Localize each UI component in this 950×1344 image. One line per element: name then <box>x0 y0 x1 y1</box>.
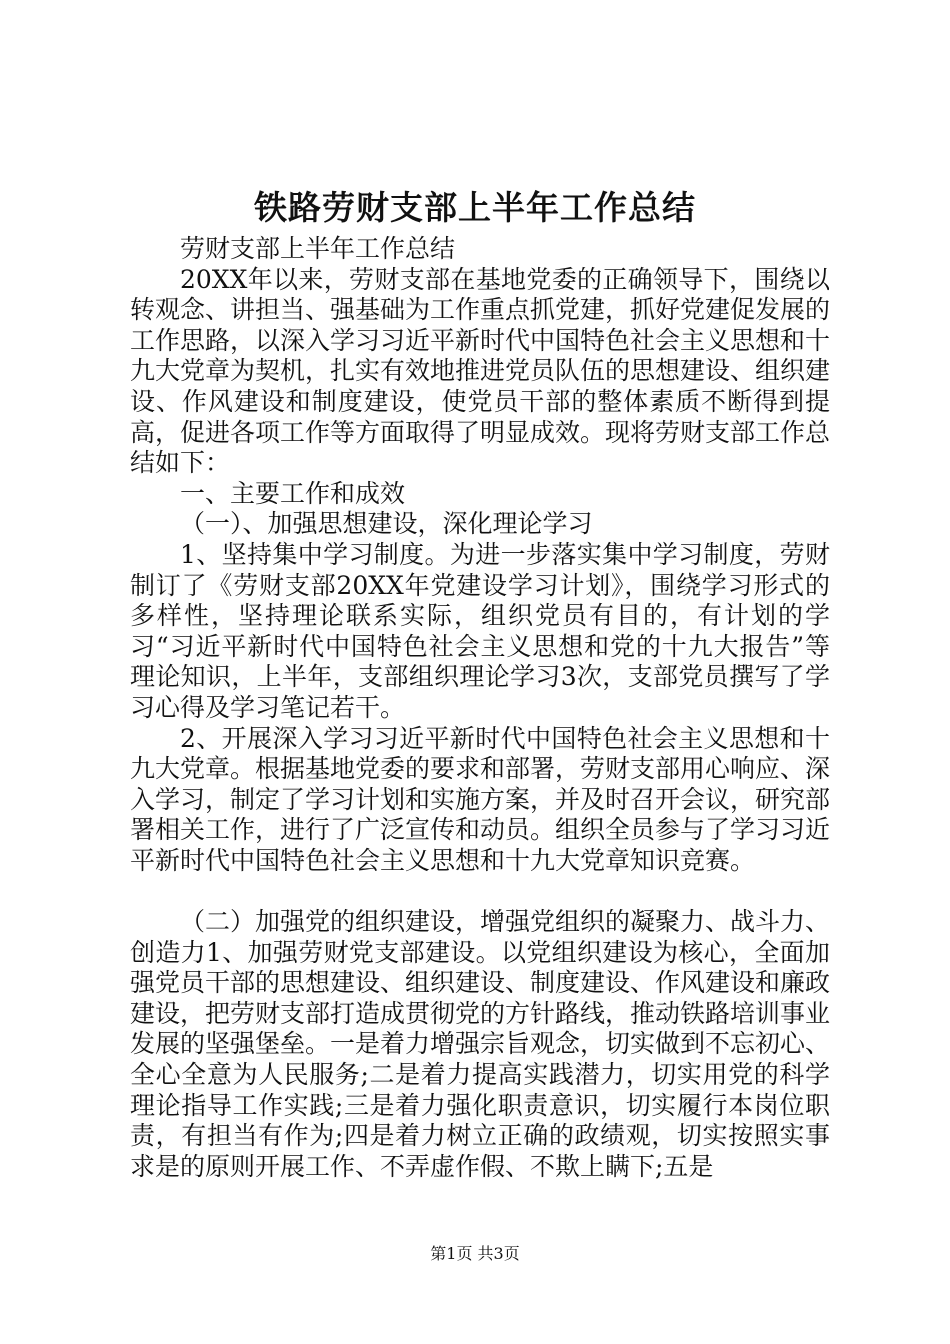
paragraph-intro: 20XX年以来，劳财支部在基地党委的正确领导下，围绕以转观念、讲担当、强基础为工作重点抓党建，抓好党建促发展的工作思路，以深入学习习近平新时代中国特色社会主义思想和十九大党章为契机，扎实有效地推进党员队伍的思想建设、组织建设、作风建设和制度建设，使党员干部的整体素质不断得到提高，促进各项工作等方面取得了明显成效。现将劳财支部工作总结如下： <box>130 264 831 478</box>
page-number-footer: 第1页 共3页 <box>430 1244 520 1263</box>
section-heading-main-work: 一、主要工作和成效 <box>180 478 406 508</box>
subsection-heading-ideology: （一）、加强思想建设，深化理论学习 <box>180 509 593 539</box>
paragraph-organization: （二）加强党的组织建设，增强党组织的凝聚力、战斗力、创造力1、加强劳财党支部建设。以党组织建设为核心，全面加强党员干部的思想建设、组织建设、制度建设、作风建设和廉政建设，把劳财支部打造成贯彻党的方针路线，推动铁路培训事业发展的坚强堡垒。一是着力增强宗旨观念，切实做到不忘初心、全心全意为人民服务;二是着力提高实践潜力，切实用党的科学理论指导工作实践;三是着力强化职责意识，切实履行本岗位职责，有担当有作为;四是着力树立正确的政绩观，切实按照实事求是的原则开展工作、不弄虚作假、不欺上瞒下;五是 <box>130 907 831 1181</box>
paragraph-subtitle: 劳财支部上半年工作总结 <box>180 234 456 263</box>
paragraph-item-2: 2、开展深入学习习近平新时代中国特色社会主义思想和十九大党章。根据基地党委的要求和部署，劳财支部用心响应、深入学习，制定了学习计划和实施方案，并及时召开会议，研究部署相关工作，进行了广泛宣传和动员。组织全员参与了学习习近平新时代中国特色社会主义思想和十九大党章知识竞赛。 <box>130 723 831 875</box>
document-body <box>130 234 830 1182</box>
document-title: 铁路劳财支部上半年工作总结 <box>254 188 696 227</box>
paragraph-item-1: 1、坚持集中学习制度。为进一步落实集中学习制度，劳财制订了《劳财支部20XX年党建设学习计划》，围绕学习形式的多样性，坚持理论联系实际，组织党员有目的，有计划的学习“习近平新时代中国特色社会主义思想和党的十九大报告”等理论知识，上半年，支部组织理论学习3次，支部党员撰写了学习心得及学习笔记若干。 <box>130 539 830 722</box>
